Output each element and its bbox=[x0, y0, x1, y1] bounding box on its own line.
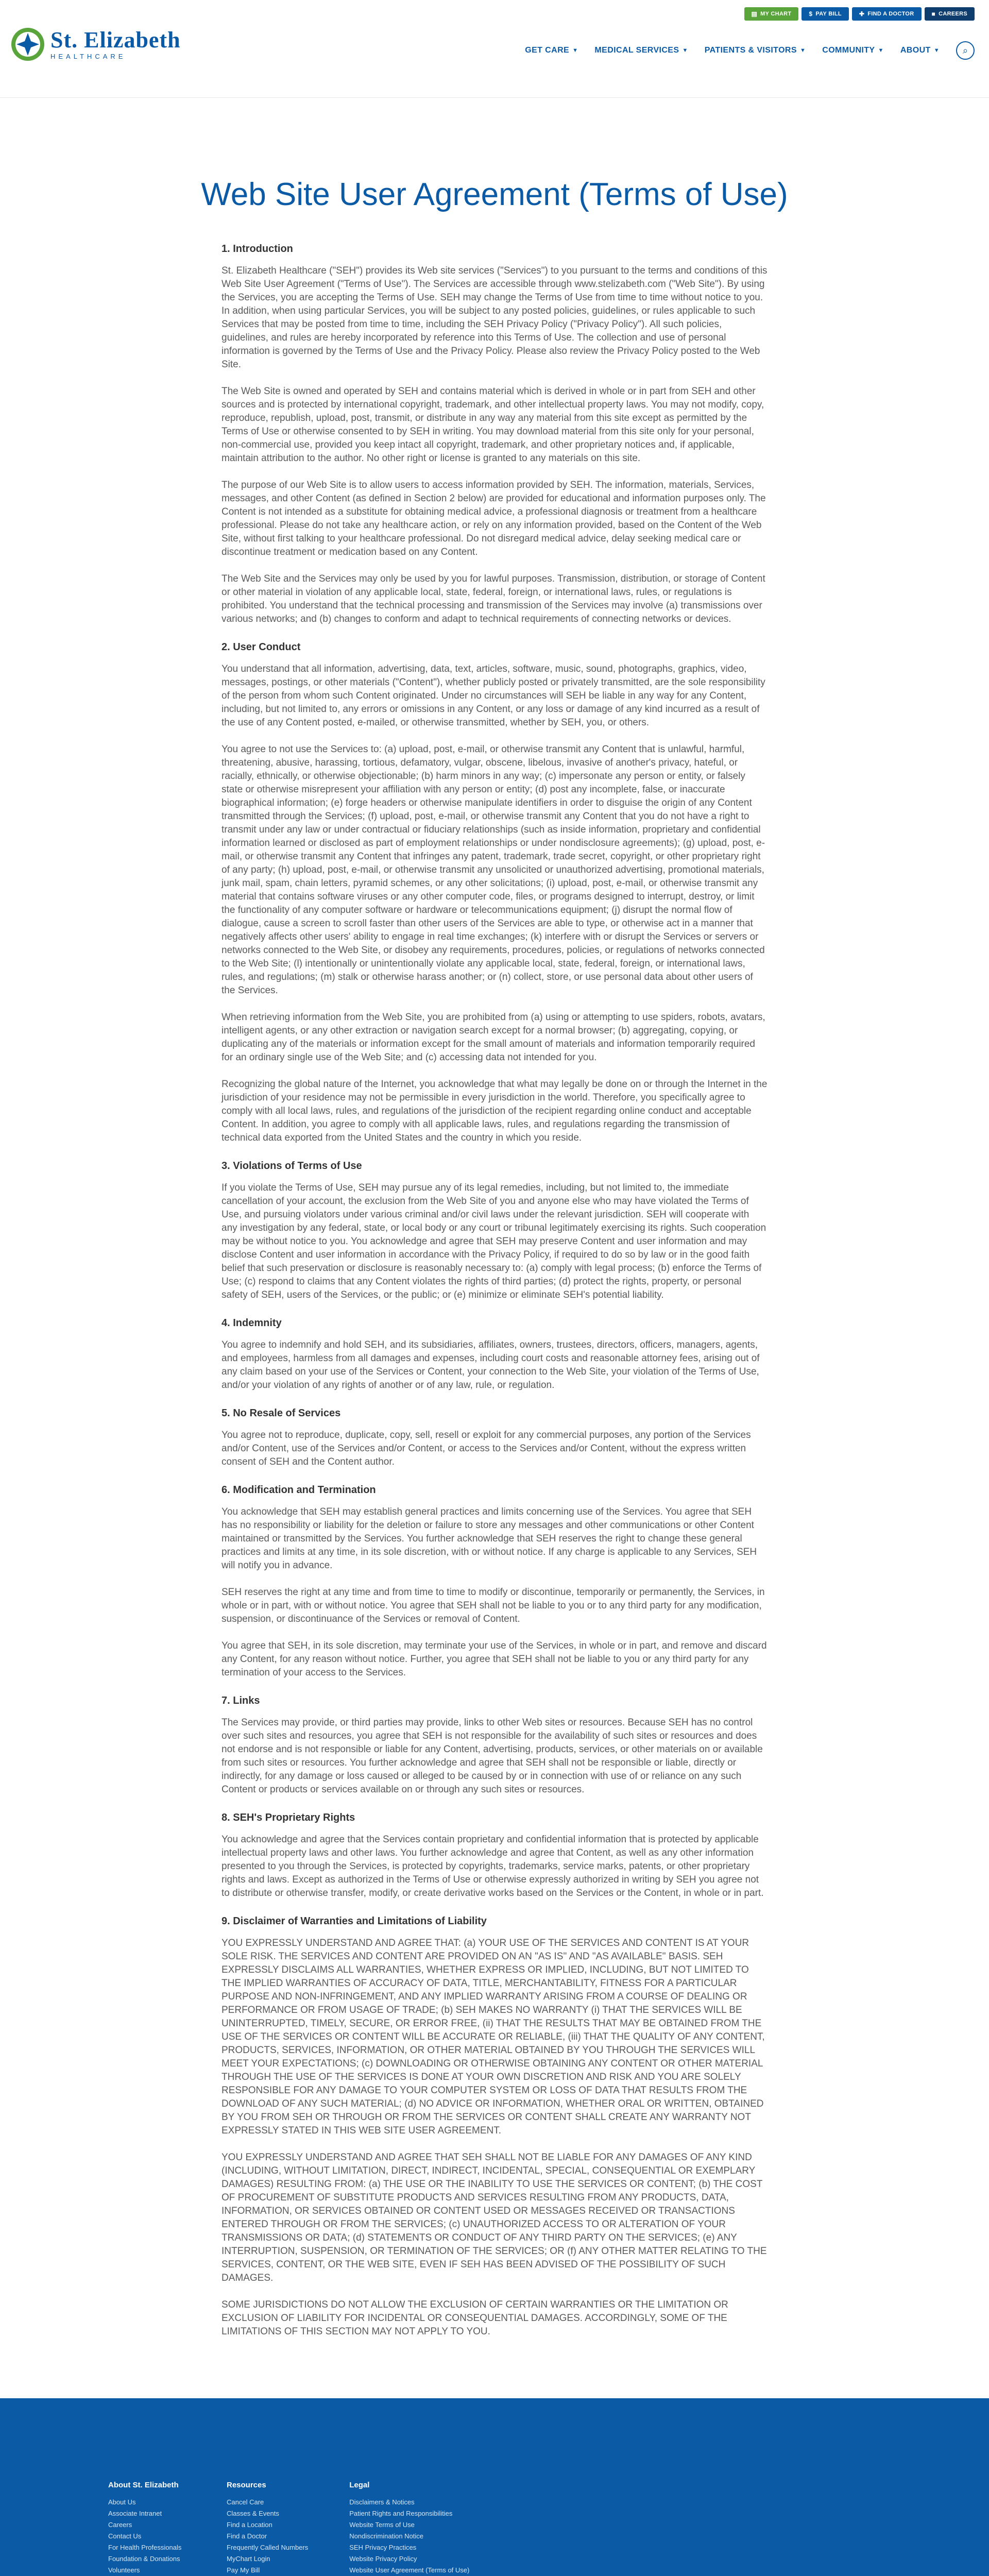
section-paragraph: The purpose of our Web Site is to allow users to access information provided by SEH. The information, materials, Services, messages, and other Content (as defined in Section 2 below) are provided for educational and information purposes only. The Content is not intended as a substitute for obtaining medical advice, a professional diagnosis or treatment from a healthcare professional. Please do not take any healthcare action, or rely on any information provided, based on the Content of the Web Site, without first talking to your healthcare professional. Do not disregard medical advice, delay seeking medical care or discontinue treatment or medication based on any Content. bbox=[221, 480, 766, 557]
find-doctor-label: FIND A DOCTOR bbox=[867, 11, 914, 17]
footer-link[interactable]: Foundation & Donations bbox=[108, 2555, 180, 2563]
nav-medical-services[interactable] bbox=[594, 46, 688, 55]
footer-link[interactable]: Associate Intranet bbox=[108, 2510, 162, 2517]
footer-column-title: About St. Elizabeth bbox=[108, 2481, 179, 2489]
footer-link[interactable]: Website Privacy Policy bbox=[349, 2555, 417, 2563]
section-heading: 4. Indemnity bbox=[221, 1317, 282, 1329]
main-content bbox=[185, 98, 804, 2398]
footer-link[interactable]: Nondiscrimination Notice bbox=[349, 2532, 424, 2540]
site-logo[interactable] bbox=[10, 27, 181, 62]
section-heading: 2. User Conduct bbox=[221, 641, 301, 653]
chevron-down-icon: ▼ bbox=[799, 47, 806, 54]
search-icon: ⌕ bbox=[962, 45, 968, 56]
my-chart-label: MY CHART bbox=[760, 11, 792, 17]
section-paragraph: Recognizing the global nature of the Internet, you acknowledge that what may legally be done on or through the Internet in the jurisdiction of your residence may not be permissible in every jurisdiction in the world. Therefore, you specifically agree to comply with all local laws, rules, and regulations of the jurisdiction of the recipient regarding online conduct and acceptable Content. In addition, you agree to comply with all applicable laws, rules, and regulations regarding the transmission of technical data exported from the United States and the country in which you reside. bbox=[221, 1079, 768, 1143]
footer-inner bbox=[108, 2481, 881, 2576]
section-paragraph: SEH reserves the right at any time and from time to time to modify or discontinue, temporarily or permanently, the Services, in whole or in part, with or without notice. You agree that SEH shall not be liable to you or to any third party for any modification, suspension, or discontinuance of the Services or removal of Content. bbox=[221, 1587, 765, 1624]
footer-link[interactable]: Classes & Events bbox=[227, 2510, 279, 2517]
nav-patients-visitors-label: PATIENTS & VISITORS bbox=[704, 46, 797, 55]
briefcase-icon: ■ bbox=[931, 10, 936, 18]
chevron-down-icon: ▼ bbox=[682, 47, 688, 54]
footer-link[interactable]: Website User Agreement (Terms of Use) bbox=[349, 2566, 470, 2574]
footer-link[interactable]: Pay My Bill bbox=[227, 2566, 260, 2574]
footer-column-title: Resources bbox=[227, 2481, 266, 2489]
agreement-article bbox=[221, 243, 768, 2338]
footer-link[interactable]: Website Terms of Use bbox=[349, 2521, 415, 2529]
footer-link[interactable]: Frequently Called Numbers bbox=[227, 2544, 309, 2551]
main-nav bbox=[525, 41, 975, 60]
footer-column bbox=[227, 2481, 308, 2576]
footer-column-title: Legal bbox=[349, 2481, 370, 2489]
footer-link[interactable]: Volunteers bbox=[108, 2566, 140, 2574]
find-doctor-button[interactable] bbox=[852, 7, 922, 21]
section-paragraph: The Web Site is owned and operated by SEH and contains material which is derived in whole or in part from SEH and other sources and is protected by international copyright, trademark, and other intellectual property laws. You may not modify, copy, reproduce, republish, upload, post, transmit, or distribute in any way any material from this site except as permitted by the Terms of Use or otherwise consented to by SEH in writing. You may download material from this site only for your personal, non-commercial use, provided you keep intact all copyright, trademark, and other proprietary notices and, if applicable, maintain attribution to the author. No other right or license is granted to any materials on this site. bbox=[221, 386, 764, 464]
footer-link[interactable]: Patient Rights and Responsibilities bbox=[349, 2510, 453, 2517]
pay-bill-label: PAY BILL bbox=[815, 11, 842, 17]
search-button[interactable] bbox=[956, 41, 975, 60]
footer-link[interactable]: For Health Professionals bbox=[108, 2544, 182, 2551]
section-paragraph: You agree not to reproduce, duplicate, copy, sell, resell or exploit for any commercial purposes, any portion of the Services and/or Content, use of the Services and/or Content, or access to the Services and/or Content, without the express written consent of SEH and the Content author. bbox=[221, 1430, 751, 1467]
footer-column bbox=[349, 2481, 469, 2576]
section-heading: 9. Disclaimer of Warranties and Limitations of Liability bbox=[221, 1916, 487, 1927]
careers-label: CAREERS bbox=[939, 11, 967, 17]
section-paragraph: You agree to not use the Services to: (a) upload, post, e-mail, or otherwise transmit any Content that is unlawful, harmful, threatening, abusive, harassing, tortious, defamatory, vulgar, obscene, libelous, invasive of another's privacy, hateful, or racially, ethnically, or otherwise objectionable; (b) harm minors in any way; (c) impersonate any person or entity, or falsely state or otherwise misrepresent your affiliation with any person or entity; (d) post any incomplete, false, or inaccurate biographical information; (e) forge headers or otherwise manipulate identifiers in order to disguise the origin of any Content transmitted through the Services; (f) upload, post, e-mail, or otherwise transmit any Content that you do not have a right to transmit under any law or under contractual or fiduciary relationships (such as inside information, proprietary and confidential information learned or disclosed as part of employment relationships or under nondisclosure agreements); (g) upload, post, e-mail, or otherwise transmit any Content that infringes any patent, trademark, trade secret, copyright, or other proprietary right of any party; (h) upload, post, e-mail, or otherwise transmit any unsolicited or unauthorized advertising, promotional materials, junk mail, spam, chain letters, pyramid schemes, or any other solicitations; (i) upload, post, e-mail, or otherwise transmit any material that contains software viruses or any other computer code, files, or programs designed to interrupt, destroy, or limit the functionality of any computer software or hardware or telecommunications equipment; (j) disrupt the normal flow of dialogue, cause a screen to scroll faster than other users of the Services are able to type, or otherwise act in a manner that negatively affects other users' ability to engage in real time exchanges; (k) interfere with or disrupt the Services or servers or networks connected to the Web Site, or disobey any requirements, procedures, policies, or regulations of networks connected to the Web Site; (l) intentionally or unintentionally violate any applicable local, state, federal, foreign, or international laws, rules, and regulations; (m) stalk or otherwise harass another; or (n) collect, store, or use personal data about other users of the Services. bbox=[221, 744, 765, 996]
nav-patients-visitors[interactable] bbox=[705, 46, 806, 55]
nav-about[interactable] bbox=[900, 46, 940, 55]
section-paragraph: You understand that all information, advertising, data, text, articles, software, music, sound, photographs, graphics, video, messages, postings, or other materials ("Content"), whether publicly posted or privately transmitted, are the sole responsibility of the person from whom such Content originated. Under no circumstances will SEH be liable in any way for any Content, including, but not limited to, any errors or omissions in any Content, or any loss or damage of any kind incurred as a result of the use of any Content posted, e-mailed, or otherwise transmitted, whether by SEH, you, or others. bbox=[221, 664, 765, 728]
logo-name: St. Elizabeth bbox=[50, 27, 181, 53]
section-paragraph: You agree to indemnify and hold SEH, and its subsidiaries, affiliates, owners, trustees, directors, officers, managers, agents, and employees, harmless from all damages and expenses, including court costs and reasonable attorney fees, arising out of any claim based on your use of the Services or Content, your connection to the Web Site, your violation of the Terms of Use, and/or your violation of any rights of another or of any law, rule, or regulation. bbox=[221, 1340, 760, 1391]
section-paragraph: You acknowledge that SEH may establish general practices and limits concerning use of the Services. You agree that SEH has no responsibility or liability for the deletion or failure to store any messages and other communications or other Content maintained or transmitted by the Services. You further acknowledge that SEH reserves the right to change these general practices and limits at any time, in its sole discretion, with or without notice. If any charge is applicable to any Services, SEH will notify you in advance. bbox=[221, 1506, 757, 1571]
footer-link[interactable]: Disclaimers & Notices bbox=[349, 2498, 415, 2506]
footer-link[interactable]: Contact Us bbox=[108, 2532, 142, 2540]
section-heading: 7. Links bbox=[221, 1695, 260, 1706]
careers-button[interactable] bbox=[925, 7, 975, 21]
section-paragraph: St. Elizabeth Healthcare ("SEH") provides its Web site services ("Services") to you pursuant to the terms and conditions of this Web Site User Agreement ("Terms of Use"). The Services are accessible through www.stelizabeth.com ("Web Site"). By using the Services, you are accepting the Terms of Use. SEH may change the Terms of Use from time to time without notice to you. In addition, when using particular Services, you will be subject to any posted policies, guidelines, or rules applicable to such Services that may be posted from time to time, including the SEH Privacy Policy ("Privacy Policy"). All such policies, guidelines, and rules are hereby incorporated by reference into this Terms of Use. The collection and use of personal information is governed by the Terms of Use and the Privacy Policy. Please also review the Privacy Policy posted to the Web Site. bbox=[221, 265, 768, 370]
nav-community-label: COMMUNITY bbox=[822, 46, 875, 55]
footer-column bbox=[108, 2481, 185, 2576]
section-heading: 8. SEH's Proprietary Rights bbox=[221, 1812, 355, 1823]
footer-columns bbox=[108, 2481, 881, 2576]
section-paragraph: YOU EXPRESSLY UNDERSTAND AND AGREE THAT SEH SHALL NOT BE LIABLE FOR ANY DAMAGES OF ANY KIND (INCLUDING, WITHOUT LIMITATION, DIRECT, INDIRECT, INCIDENTAL, SPECIAL, CONSEQUENTIAL OR EXEMPLARY DAMAGES) RESULTING FROM: (a) THE USE OR THE INABILITY TO USE THE SERVICES OR CONTENT; (b) THE COST OF PROCUREMENT OF SUBSTITUTE PRODUCTS AND SERVICES RESULTING FROM ANY PRODUCTS, DATA, INFORMATION, OR SERVICES OBTAINED OR CONTENT USED OR MESSAGES RECEIVED OR TRANSACTIONS ENTERED THROUGH OR FROM THE SERVICES; (c) UNAUTHORIZED ACCESS TO OR ALTERATION OF YOUR TRANSMISSIONS OR DATA; (d) STATEMENTS OR CONDUCT OF ANY THIRD PARTY ON THE SERVICES; (e) ANY INTERRUPTION, SUSPENSION, OR TERMINATION OF THE SERVICES; OR (f) ANY OTHER MATTER RELATING TO THE SERVICES, CONTENT, OR THE WEB SITE, EVEN IF SEH HAS BEEN ADVISED OF THE POSSIBILITY OF SUCH DAMAGES. bbox=[221, 2152, 767, 2283]
dollar-icon: $ bbox=[809, 10, 813, 18]
footer-link[interactable]: About Us bbox=[108, 2498, 136, 2506]
my-chart-button[interactable] bbox=[744, 7, 799, 21]
logo-subtitle: HEALTHCARE bbox=[50, 52, 126, 60]
site-footer bbox=[0, 2398, 989, 2576]
section-paragraph: If you violate the Terms of Use, SEH may pursue any of its legal remedies, including, but not limited to, the immediate cancellation of your account, the exclusion from the Web Site of you and anyone else who may have violated the Terms of Use, and pursuing violators under various criminal and/or civil laws under the relevant jurisdiction. SEH will cooperate with any investigation by any federal, state, or local body or any court or tribunal legitimately exercising its rights. Such cooperation may be without notice to you. You acknowledge and agree that SEH may preserve Content and user information and may disclose Content and user information in accordance with the Privacy Policy, if required to do so by law or in the good faith belief that such preservation or disclosure is reasonably necessary to: (a) comply with legal process; (b) enforce the Terms of Use; (c) respond to claims that any Content violates the rights of third parties; (d) protect the rights, property, or personal safety of SEH, users of the Services, or the public; or (e) minimize or eliminate SEH's potential liability. bbox=[221, 1182, 766, 1300]
nav-get-care[interactable] bbox=[525, 46, 578, 55]
logo-mark-icon bbox=[10, 27, 45, 62]
section-paragraph: YOU EXPRESSLY UNDERSTAND AND AGREE THAT: (a) YOUR USE OF THE SERVICES AND CONTENT IS AT YOUR SOLE RISK. THE SERVICES AND CONTENT ARE PROVIDED ON AN "AS IS" AND "AS AVAILABLE" BASIS. SEH EXPRESSLY DISCLAIMS ALL WARRANTIES, WHETHER EXPRESS OR IMPLIED, INCLUDING, BUT NOT LIMITED TO THE IMPLIED WARRANTIES OF ACCURACY OF DATA, TITLE, MERCHANTABILITY, FITNESS FOR A PARTICULAR PURPOSE AND NON-INFRINGEMENT, AND ANY IMPLIED WARRANTY ARISING FROM A COURSE OF DEALING OR PERFORMANCE OR FROM USAGE OF TRADE; (b) SEH MAKES NO WARRANTY (i) THAT THE SERVICES WILL BE UNINTERRUPTED, TIMELY, SECURE, OR ERROR FREE, (ii) THAT THE RESULTS THAT MAY BE OBTAINED FROM THE USE OF THE SERVICES OR CONTENT WILL BE ACCURATE OR RELIABLE, (iii) THAT THE QUALITY OF ANY CONTENT, PRODUCTS, SERVICES, INFORMATION, OR OTHER MATERIAL OBTAINED BY YOU THROUGH THE SERVICES WILL MEET YOUR EXPECTATIONS; (c) DOWNLOADING OR OTHERWISE OBTAINING ANY CONTENT OR OTHER MATERIAL THROUGH THE USE OF THE SERVICES IS DONE AT YOUR OWN DISCRETION AND RISK AND YOU ARE SOLELY RESPONSIBLE FOR ANY DAMAGE TO YOUR COMPUTER SYSTEM OR LOSS OF DATA THAT RESULTS FROM THE DOWNLOAD OF ANY SUCH MATERIAL; (d) NO ADVICE OR INFORMATION, WHETHER ORAL OR WRITTEN, OBTAINED BY YOU FROM SEH OR THROUGH OR FROM THE SERVICES OR CONTENT SHALL CREATE ANY WARRANTY NOT EXPRESSLY STATED IN THIS WEB SITE USER AGREEMENT. bbox=[221, 1938, 765, 2136]
chevron-down-icon: ▼ bbox=[878, 47, 884, 54]
page-title: Web Site User Agreement (Terms of Use) bbox=[201, 177, 788, 212]
doctor-icon: ✚ bbox=[859, 10, 865, 18]
section-heading: 6. Modification and Termination bbox=[221, 1484, 376, 1496]
nav-about-label: ABOUT bbox=[900, 46, 931, 55]
section-paragraph: When retrieving information from the Web Site, you are prohibited from (a) using or attempting to use spiders, robots, avatars, intelligent agents, or any other extraction or navigation search except for a normal browser; (b) aggregating, copying, or duplicating any of the materials or information except for the small amount of materials and information temporarily required for an ordinary single use of the Web Site; and (c) accessing data not intended for you. bbox=[221, 1012, 765, 1063]
footer-link[interactable]: MyChart Login bbox=[227, 2555, 270, 2563]
chevron-down-icon: ▼ bbox=[572, 47, 578, 54]
chevron-down-icon: ▼ bbox=[933, 47, 940, 54]
footer-link[interactable]: Careers bbox=[108, 2521, 132, 2529]
footer-link[interactable]: SEH Privacy Practices bbox=[349, 2544, 417, 2551]
section-paragraph: The Services may provide, or third parties may provide, links to other Web sites or resources. Because SEH has no control over such sites and resources, you agree that SEH is not responsible for the availability of such sites or resources and does not endorse and is not responsible or liable for any Content, advertising, products, services, or other materials on or available from such sites or resources. You further acknowledge and agree that SEH shall not be responsible or liable, directly or indirectly, for any damage or loss caused or alleged to be caused by or in connection with use of or reliance on any such Content or products or services available on or through any such sites or resources. bbox=[221, 1717, 763, 1795]
utility-bar bbox=[744, 7, 975, 21]
logo-text bbox=[50, 29, 181, 60]
footer-link[interactable]: Cancel Care bbox=[227, 2498, 264, 2506]
site-header bbox=[0, 0, 989, 98]
nav-community[interactable] bbox=[822, 46, 884, 55]
section-heading: 3. Violations of Terms of Use bbox=[221, 1160, 362, 1172]
section-paragraph: You acknowledge and agree that the Services contain proprietary and confidential information that is protected by applicable intellectual property laws and other laws. You further acknowledge and agree that Content, as well as any other information presented to you through the Services, is protected by copyrights, trademarks, service marks, patents, or other proprietary rights and laws. Except as authorized in the Terms of Use or otherwise expressly authorized in writing by SEH you agree not to distribute or otherwise transfer, modify, or create derivative works based on the Services or the Content, in whole or in part. bbox=[221, 1834, 764, 1899]
pay-bill-button[interactable] bbox=[802, 7, 848, 21]
footer-link[interactable]: Find a Location bbox=[227, 2521, 272, 2529]
section-paragraph: SOME JURISDICTIONS DO NOT ALLOW THE EXCLUSION OF CERTAIN WARRANTIES OR THE LIMITATION OR EXCLUSION OF LIABILITY FOR INCIDENTAL OR CONSEQUENTIAL DAMAGES. ACCORDINGLY, SOME OF THE LIMITATIONS OF THIS SECTION MAY NOT APPLY TO YOU. bbox=[221, 2299, 728, 2337]
section-paragraph: The Web Site and the Services may only be used by you for lawful purposes. Transmission, distribution, or storage of Content or other material in violation of any applicable local, state, federal, foreign, or international laws, rules, or regulations is prohibited. You understand that the technical processing and transmission of the Services may involve (a) transmissions over various networks; and (b) changes to conform and adapt to technical requirements of connecting networks or devices. bbox=[221, 573, 765, 624]
section-paragraph: You agree that SEH, in its sole discretion, may terminate your use of the Services, in whole or in part, and remove and discard any Content, for any reason without notice. Further, you agree that SEH shall not be liable to you or any third party for any termination of your access to the Services. bbox=[221, 1640, 767, 1678]
nav-medical-services-label: MEDICAL SERVICES bbox=[594, 46, 679, 55]
footer-link[interactable]: Find a Doctor bbox=[227, 2532, 267, 2540]
section-heading: 1. Introduction bbox=[221, 243, 293, 255]
section-heading: 5. No Resale of Services bbox=[221, 1408, 341, 1419]
nav-get-care-label: GET CARE bbox=[525, 46, 570, 55]
chart-icon: ▤ bbox=[751, 10, 758, 18]
